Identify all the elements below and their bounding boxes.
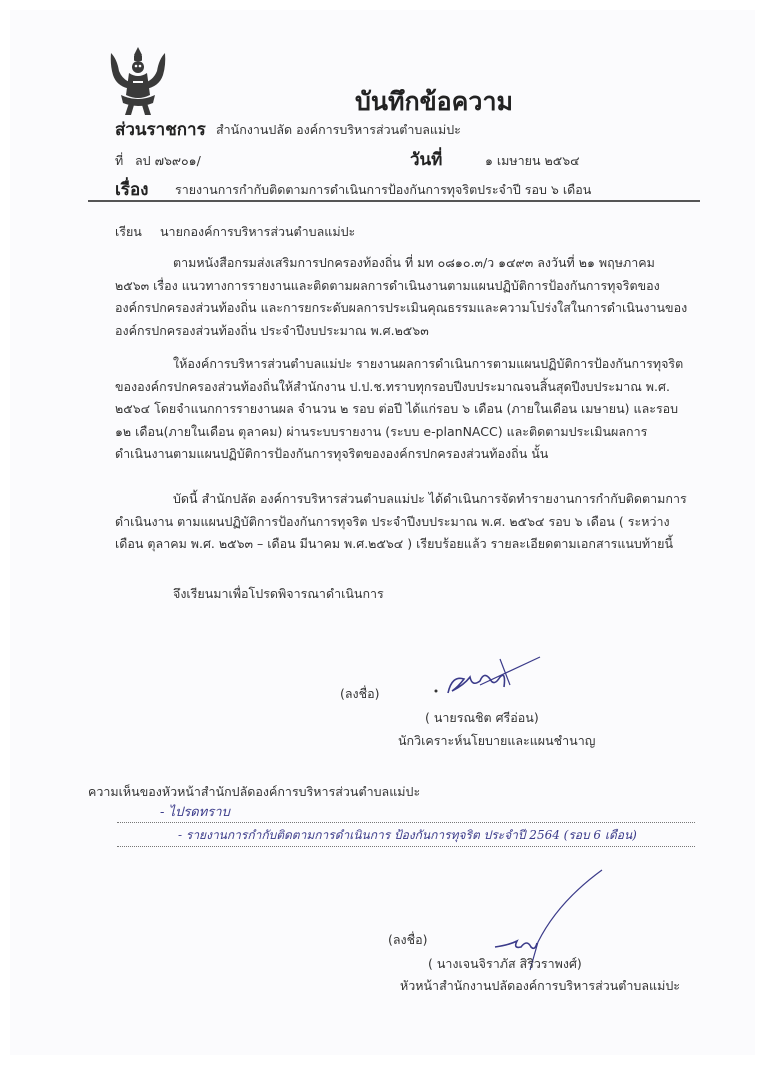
opinion-heading: ความเห็นของหัวหน้าสำนักปลัดองค์การบริหารส่วนตำบลแม่ปะ [88, 784, 421, 799]
signer-2-name: ( นางเจนจิราภัส สิริวราพงศ์) [428, 956, 582, 971]
handwritten-note-2: - รายงานการกำกับติดตามการดำเนินการ ป้องกันการทุจริต ประจำปี 2564 (รอบ 6 เดือน) [178, 828, 637, 842]
handwritten-note-1: - ไปรดทราบ [160, 805, 230, 820]
signer-2-position: หัวหน้าสำนักงานปลัดองค์การบริหารส่วนตำบลแม่ปะ [400, 978, 680, 993]
subject-value: รายงานการกำกับติดตามการดำเนินการป้องกันการทุจริตประจำปี รอบ ๖ เดือน [175, 182, 592, 197]
paragraph-2: ให้องค์การบริหารส่วนตำบลแม่ปะ รายงานผลการดำเนินการตามแผนปฏิบัติการป้องกันการทุจริต ขององค์กรปกครองส่วนท้องถิ่นให้สำนักงาน ป.ป.ช.ทราบทุกรอบปีงบประมาณจนสิ้นสุดปีงบประมาณ พ.ศ. ๒๕๖๔ โดยจำแนกการรายงานผล จำนวน ๒ รอบ ต่อปี ได้แก่รอบ ๖ เดือน (ภายในเดือน เมษายน) และรอบ ๑๒ เดือน(ภายในเดือน ตุลาคม) ผ่านระบบรายงาน (ระบบ e-planNACC) และติดตามประเมินผลการ ดำเนินงานตามแผนปฏิบัติการป้องกันการทุจริตขององค์กรปกครองส่วนท้องถิ่น นั้น [115, 356, 684, 461]
reference-number: ลป ๗๖๙๐๑/ [135, 153, 201, 168]
date-value: ๑ เมษายน ๒๕๖๔ [485, 153, 580, 168]
date-label: วันที่ [410, 150, 443, 170]
subject-label: เรื่อง [115, 180, 149, 200]
reference-label: ที่ [115, 153, 124, 168]
closing-text: จึงเรียนมาเพื่อโปรดพิจารณาดำเนินการ [173, 586, 384, 601]
paragraph-1: ตามหนังสือกรมส่งเสริมการปกครองท้องถิ่น ที่ มท ๐๘๑๐.๓/ว ๑๔๙๓ ลงวันที่ ๒๑ พฤษภาคม ๒๕๖๓ เรื่อง แนวทางการรายงานและติดตามผลการดำเนินงานตามแผนปฏิบัติการป้องกันการทุจริตของ องค์กรปกครองส่วนท้องถิ่น และการยกระดับผลการประเมินคุณธรรมและความโปร่งใสในการดำเนินงานของ องค์กรปกครองส่วนท้องถิ่น ประจำปีงบประมาณ พ.ศ.๒๕๖๓ [115, 255, 688, 338]
dotted-line-1 [117, 822, 695, 823]
agency-label: ส่วนราชการ [115, 120, 206, 140]
signer-1-position: นักวิเคราะห์นโยบายและแผนชำนาญ [398, 733, 596, 748]
signature-1-mark [430, 655, 550, 705]
signer-1-name: ( นายรณชิต ศรีอ่อน) [425, 710, 539, 725]
garuda-emblem-icon [107, 45, 169, 117]
salutation-value: นายกองค์การบริหารส่วนตำบลแม่ปะ [160, 224, 356, 239]
sign-label-2: (ลงชื่อ) [388, 932, 428, 947]
dotted-line-2 [117, 846, 695, 847]
document-title: บันทึกข้อความ [355, 87, 513, 116]
agency-value: สำนักงานปลัด องค์การบริหารส่วนตำบลแม่ปะ [216, 122, 461, 137]
paragraph-3: บัดนี้ สำนักปลัด องค์การบริหารส่วนตำบลแม่ปะ ได้ดำเนินการจัดทำรายงานการกำกับติดตามการ ดำเนินงาน ตามแผนปฏิบัติการป้องกันการทุจริต ประจำปีงบประมาณ พ.ศ. ๒๕๖๔ รอบ ๖ เดือน ( ระหว่าง เดือน ตุลาคม พ.ศ. ๒๕๖๓ – เดือน มีนาคม พ.ศ.๒๕๖๔ ) เรียบร้อยแล้ว รายละเอียดตามเอกสารแนบท้ายนี้ [115, 491, 687, 551]
header-divider [88, 200, 700, 202]
salutation-label: เรียน [115, 224, 142, 239]
sign-label-1: (ลงชื่อ) [340, 686, 380, 701]
